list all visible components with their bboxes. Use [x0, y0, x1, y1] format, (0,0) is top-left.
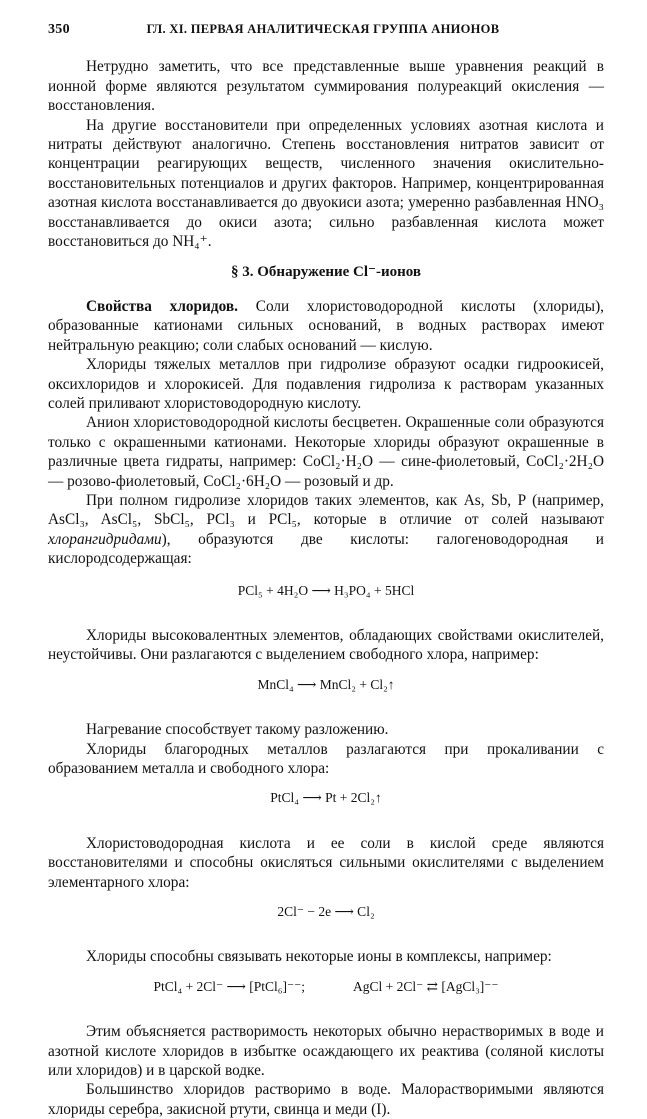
- paragraph-7: Хлориды высоковалентных элементов, обладающих свойствами окислителей, неустойчивы. Они разлагаются с выделением свободного хлора, например:: [48, 626, 604, 664]
- paragraph-3-text: Соли хлористоводородной кислоты (хлориды), образованные катионами сильных оснований, в водных растворах имеют нейтральную реакцию; соли слабых оснований — кислую.: [48, 297, 604, 354]
- paragraph-8: Нагревание способствует такому разложению.: [86, 721, 389, 739]
- book-page: [48, 20, 604, 1119]
- paragraph-5: Анион хлористоводородной кислоты бесцветен. Окрашенные соли образуются только с окрашенными катионами. Некоторые хлориды образуют окрашенные в различные цвета гидраты, например: CoCl₂·H₂O — сине-фиолетовый, CoCl₂·2H₂O — розово-фиолетовый, CoCl₂·6H₂O — розовый и др.: [48, 414, 604, 490]
- formula-ptcl4-decomposition: PtCl₄ ⟶ Pt + 2Cl₂↑: [270, 790, 382, 806]
- paragraph-1: Нетрудно заметить, что все представленные выше уравнения реакций в ионной форме являются результатом суммирования полуреакций окисления — восстановления.: [48, 58, 604, 115]
- paragraph-3: [48, 297, 604, 355]
- formula-pcl5-hydrolysis: PCl₅ + 4H₂O ⟶ H₃PO₄ + 5HCl: [237, 582, 415, 598]
- paragraph-6-b: ), образуются две кислоты: галогеноводородная и кислородсодержащая:: [48, 530, 604, 568]
- paragraph-6-emphasis: хлорангидридами: [48, 530, 162, 548]
- paragraph-11: Хлориды способны связывать некоторые ионы в комплексы, например:: [86, 948, 552, 966]
- formula-ptcl6-complex: PtCl₄ + 2Cl⁻ ⟶ [PtCl₆]⁻⁻;: [153, 978, 306, 994]
- page-number: 350: [48, 22, 70, 37]
- formula-complexes: [48, 977, 604, 996]
- paragraph-13: Большинство хлоридов растворимо в воде. Малорастворимыми являются хлориды серебра, закисной ртути, свинца и меди (I).: [48, 1081, 604, 1118]
- paragraph-6-a: При полном гидролизе хлоридов таких элементов, как As, Sb, P (например, AsCl₃, AsCl₅, SbCl₅, PCl₃ и PCl₅, которые в отличие от солей называют: [48, 491, 604, 529]
- formula-chloride-oxidation: 2Cl⁻ − 2e ⟶ Cl₂: [277, 904, 375, 920]
- paragraph-9: Хлориды благородных металлов разлагаются при прокаливании с образованием металла и свободного хлора:: [48, 740, 604, 777]
- section-title: § 3. Обнаружение Cl⁻-ионов: [231, 264, 421, 281]
- formula-mncl4-decomposition: MnCl₄ ⟶ MnCl₂ + Cl₂↑: [257, 676, 395, 692]
- paragraph-2: На другие восстановители при определенных условиях азотная кислота и нитраты действуют аналогично. Степень восстановления нитратов зависит от концентрации реагирующих веществ, численного значения окислительно-восстановительных потенциалов и других факторов. Например, концентрированная азотная кислота восстанавливается до двуокиси азота; умеренно разбавленная HNO₃ восстанавливается до окиси азота; сильно разбавленная кислота может восстановиться до NH₄⁺.: [48, 116, 604, 251]
- paragraph-4: Хлориды тяжелых металлов при гидролизе образуют осадки гидроокисей, оксихлоридов и хлорокисей. Для подавления гидролиза к растворам указанных солей приливают хлористоводородную кислоту.: [48, 356, 604, 412]
- paragraph-3-lead: Свойства хлоридов.: [86, 297, 238, 315]
- paragraph-6: [48, 491, 604, 569]
- paragraph-12: Этим объясняется растворимость некоторых обычно нерастворимых в воде и азотной кислоте хлоридов в избытке осаждающего их реактива (соляной кислоты или хлоридов) и в царской водке.: [48, 1023, 604, 1080]
- page-header: [48, 20, 604, 39]
- running-title: ГЛ. XI. ПЕРВАЯ АНАЛИТИЧЕСКАЯ ГРУППА АНИОНОВ: [146, 22, 500, 36]
- paragraph-10: Хлористоводородная кислота и ее соли в кислой среде являются восстановителями и способны окисляться сильными окислителями с выделением элементарного хлора:: [48, 834, 604, 891]
- formula-agcl3-complex: AgCl + 2Cl⁻ ⇄ [AgCl₃]⁻⁻: [353, 978, 499, 994]
